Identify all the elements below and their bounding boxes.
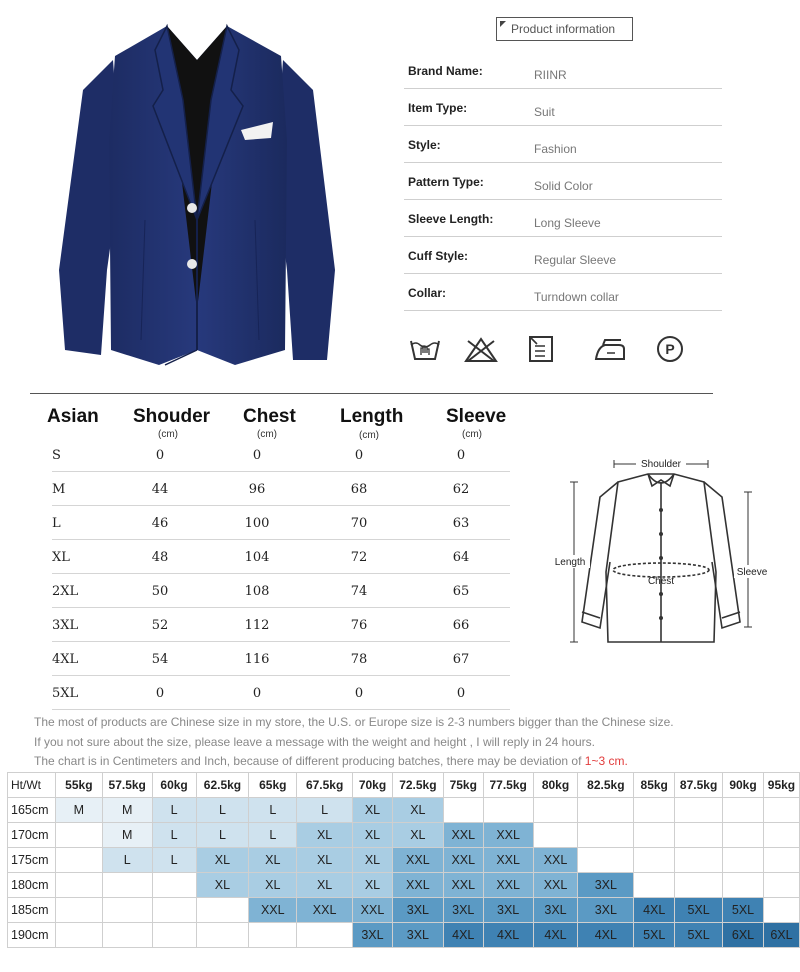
fit-cell: XXL (353, 898, 393, 923)
fit-cell: 4XL (443, 923, 483, 948)
section-divider (30, 393, 713, 394)
size-cell: 0 (456, 686, 466, 701)
fit-cell (675, 823, 723, 848)
fit-cell (578, 823, 634, 848)
height-label: 180cm (8, 873, 56, 898)
size-cell: 5XL (52, 686, 79, 701)
weight-header: 82.5kg (578, 773, 634, 798)
fit-cell (152, 923, 196, 948)
size-cell: 100 (244, 516, 270, 531)
fit-cell: 5XL (634, 923, 675, 948)
product-info-title: Product information (496, 17, 633, 41)
size-row (52, 472, 510, 506)
fit-cell: L (152, 798, 196, 823)
product-info-row (404, 89, 722, 126)
size-row (52, 676, 510, 710)
fit-cell: 3XL (392, 898, 443, 923)
fit-cell (675, 873, 723, 898)
fit-cell: 4XL (483, 923, 533, 948)
fit-cell: XXL (443, 873, 483, 898)
info-label: Collar: (408, 286, 447, 300)
fit-cell (55, 823, 102, 848)
fit-cell: XL (196, 873, 249, 898)
fit-cell: L (196, 823, 249, 848)
fit-cell (196, 923, 249, 948)
fit-cell (533, 823, 578, 848)
weight-header: 85kg (634, 773, 675, 798)
size-cell: 0 (354, 448, 364, 463)
fit-cell (763, 898, 799, 923)
info-value: Suit (534, 105, 555, 119)
col-header-asian: Asian (47, 406, 99, 427)
fit-cell: XXL (443, 823, 483, 848)
size-cell: 108 (244, 584, 270, 599)
fit-header-row (8, 773, 800, 798)
height-label: 170cm (8, 823, 56, 848)
product-info-row (404, 163, 722, 200)
size-cell: 70 (350, 516, 368, 531)
tumble-dry-icon (527, 335, 561, 363)
size-cell: 64 (452, 550, 470, 565)
fit-cell (152, 898, 196, 923)
fit-cell: XL (392, 798, 443, 823)
size-cell: 3XL (52, 618, 79, 633)
fit-cell (634, 873, 675, 898)
fit-cell: L (297, 798, 353, 823)
fit-cell: XL (249, 873, 297, 898)
fit-cell: 6XL (763, 923, 799, 948)
size-cell: 63 (452, 516, 470, 531)
weight-header: 75kg (443, 773, 483, 798)
product-info-row (404, 200, 722, 237)
size-cell: 76 (350, 618, 368, 633)
weight-header: 95kg (763, 773, 799, 798)
fit-cell (152, 873, 196, 898)
fit-cell (723, 873, 764, 898)
fit-cell: XXL (392, 848, 443, 873)
diagram-label-chest: Chest (647, 576, 675, 587)
fit-cell (763, 798, 799, 823)
fit-cell: M (102, 798, 152, 823)
fit-cell: XXL (392, 873, 443, 898)
fit-cell (102, 923, 152, 948)
fit-cell (55, 898, 102, 923)
size-cell: 4XL (52, 652, 79, 667)
size-cell: 116 (244, 652, 270, 667)
size-cell: 72 (350, 550, 368, 565)
fit-cell: L (152, 848, 196, 873)
size-cell: 54 (151, 652, 169, 667)
svg-text:P: P (665, 341, 675, 357)
fit-cell: 3XL (578, 873, 634, 898)
fit-cell: XL (353, 873, 393, 898)
size-cell: 0 (354, 686, 364, 701)
size-cell: 2XL (52, 584, 79, 599)
fit-cell (763, 873, 799, 898)
measurement-diagram (548, 452, 773, 657)
size-row (52, 574, 510, 608)
fit-cell: 6XL (723, 923, 764, 948)
fit-cell: M (55, 798, 102, 823)
fit-cell (55, 873, 102, 898)
do-not-bleach-icon (464, 335, 498, 363)
fit-cell: 3XL (353, 923, 393, 948)
fit-cell: 5XL (723, 898, 764, 923)
fit-cell: XXL (443, 848, 483, 873)
size-row (52, 506, 510, 540)
fit-cell (675, 798, 723, 823)
size-cell: 112 (244, 618, 270, 633)
size-cell: S (52, 448, 61, 463)
diagram-label-sleeve: Sleeve (736, 567, 768, 578)
fit-cell: 3XL (392, 923, 443, 948)
iron-icon (593, 335, 627, 363)
weight-header: 87.5kg (675, 773, 723, 798)
size-cell: 67 (452, 652, 470, 667)
fit-cell (578, 848, 634, 873)
col-header-chest: Chest (243, 406, 296, 427)
fit-cell: 4XL (533, 923, 578, 948)
fit-cell: 3XL (533, 898, 578, 923)
fit-cell (634, 823, 675, 848)
size-cell: 104 (244, 550, 270, 565)
fit-cell: L (196, 798, 249, 823)
weight-header: 62.5kg (196, 773, 249, 798)
size-row (52, 608, 510, 642)
fit-cell: 3XL (578, 898, 634, 923)
fit-cell: M (102, 823, 152, 848)
size-cell: 78 (350, 652, 368, 667)
size-cell: 0 (155, 686, 165, 701)
fit-cell: XL (353, 823, 393, 848)
fit-cell: 5XL (675, 898, 723, 923)
size-cell: L (52, 516, 61, 531)
fit-cell (196, 898, 249, 923)
fit-cell: L (102, 848, 152, 873)
height-label: 190cm (8, 923, 56, 948)
fit-cell: 5XL (675, 923, 723, 948)
fit-cell (763, 848, 799, 873)
size-notes (34, 713, 674, 772)
info-label: Brand Name: (408, 64, 483, 78)
fit-cell: 3XL (443, 898, 483, 923)
unit-label: (cm) (158, 429, 178, 440)
diagram-label-shoulder: Shoulder (640, 459, 682, 470)
weight-header: 80kg (533, 773, 578, 798)
fit-cell: XL (353, 848, 393, 873)
fit-cell: L (249, 823, 297, 848)
col-header-length: Length (340, 406, 404, 427)
info-value: Long Sleeve (534, 216, 601, 230)
size-cell: 66 (452, 618, 470, 633)
info-label: Sleeve Length: (408, 212, 494, 226)
product-info-row (404, 237, 722, 274)
fit-row (8, 798, 800, 823)
fit-cell: L (249, 798, 297, 823)
fit-cell (578, 798, 634, 823)
size-cell: 74 (350, 584, 368, 599)
info-value: RIINR (534, 68, 567, 82)
fit-cell: XL (297, 873, 353, 898)
fit-cell (102, 873, 152, 898)
corner-marker-icon (500, 21, 506, 27)
size-cell: 0 (155, 448, 165, 463)
jacket-image (55, 20, 340, 372)
note-line: If you not sure about the size, please leave a message with the weight and height , I will reply in 24 hours. (34, 734, 595, 749)
height-label: 185cm (8, 898, 56, 923)
fit-cell: XL (196, 848, 249, 873)
fit-cell (723, 848, 764, 873)
fit-cell (443, 798, 483, 823)
fit-cell: XL (297, 848, 353, 873)
fit-cell: XXL (483, 848, 533, 873)
fit-cell: XXL (249, 898, 297, 923)
fit-chart (7, 772, 800, 948)
size-row (52, 438, 510, 472)
deviation-value: 1~3 cm. (584, 754, 628, 768)
weight-header: 67.5kg (297, 773, 353, 798)
fit-row (8, 923, 800, 948)
weight-header: 60kg (152, 773, 196, 798)
size-cell: 48 (151, 550, 169, 565)
fit-cell (102, 898, 152, 923)
hand-wash-icon (408, 335, 442, 363)
fit-cell: XXL (483, 823, 533, 848)
size-cell: 65 (452, 584, 470, 599)
fit-cell (297, 923, 353, 948)
fit-cell: XL (249, 848, 297, 873)
weight-header: 65kg (249, 773, 297, 798)
col-header-sleeve: Sleeve (446, 406, 507, 427)
fit-cell (675, 848, 723, 873)
size-cell: 44 (151, 482, 169, 497)
fit-cell: XXL (297, 898, 353, 923)
fit-cell: 4XL (634, 898, 675, 923)
size-row (52, 642, 510, 676)
weight-header: 70kg (353, 773, 393, 798)
size-cell: 46 (151, 516, 169, 531)
product-info-row (404, 52, 722, 89)
fit-row (8, 823, 800, 848)
fit-cell (249, 923, 297, 948)
size-cell: M (52, 482, 66, 497)
info-label: Item Type: (408, 101, 468, 115)
fit-cell: XL (392, 823, 443, 848)
product-info-row (404, 126, 722, 163)
size-cell: 0 (456, 448, 466, 463)
info-label: Style: (408, 138, 441, 152)
fit-cell (55, 848, 102, 873)
dry-clean-icon (653, 335, 687, 363)
weight-header: 77.5kg (483, 773, 533, 798)
fit-cell: L (152, 823, 196, 848)
info-value: Solid Color (534, 179, 593, 193)
weight-header: 57.5kg (102, 773, 152, 798)
fit-cell (533, 798, 578, 823)
size-cell: 68 (350, 482, 368, 497)
size-cell: XL (52, 550, 70, 565)
size-cell: 0 (252, 686, 262, 701)
size-cell: 50 (151, 584, 169, 599)
note-line: The most of products are Chinese size in my store, the U.S. or Europe size is 2-3 numbers bigger than the Chinese size. (34, 715, 674, 729)
unit-label: (cm) (462, 429, 482, 440)
height-label: 175cm (8, 848, 56, 873)
note-line: The chart is in Centimeters and Inch, because of different producing batches, there may be deviation of 1~3 cm. (34, 754, 628, 768)
info-value: Turndown collar (534, 290, 619, 304)
fit-cell: XXL (533, 848, 578, 873)
size-cell: 62 (452, 482, 470, 497)
unit-label: (cm) (359, 430, 379, 441)
fit-cell: XL (297, 823, 353, 848)
fit-cell (483, 798, 533, 823)
weight-header: 90kg (723, 773, 764, 798)
fit-cell (763, 823, 799, 848)
fit-cell: 3XL (483, 898, 533, 923)
col-header-shoulder: Shouder (133, 406, 211, 427)
fit-cell: XXL (483, 873, 533, 898)
fit-cell (634, 798, 675, 823)
height-label: 165cm (8, 798, 56, 823)
fit-row (8, 873, 800, 898)
fit-row (8, 898, 800, 923)
info-label: Pattern Type: (408, 175, 484, 189)
fit-row (8, 848, 800, 873)
fit-cell (55, 923, 102, 948)
weight-header: 55kg (55, 773, 102, 798)
diagram-label-length: Length (554, 557, 586, 568)
unit-label: (cm) (257, 429, 277, 440)
info-value: Fashion (534, 142, 577, 156)
product-info-row (404, 274, 722, 311)
weight-header: 72.5kg (392, 773, 443, 798)
product-info-list (404, 52, 722, 311)
info-label: Cuff Style: (408, 249, 468, 263)
size-cell: 52 (151, 618, 169, 633)
info-value: Regular Sleeve (534, 253, 617, 267)
fit-cell (723, 823, 764, 848)
size-cell: 0 (252, 448, 262, 463)
fit-corner-label: Ht/Wt (8, 773, 56, 798)
fit-cell (723, 798, 764, 823)
fit-cell: 4XL (578, 923, 634, 948)
fit-cell: XXL (533, 873, 578, 898)
fit-cell (634, 848, 675, 873)
size-row (52, 540, 510, 574)
size-cell: 96 (248, 482, 266, 497)
fit-cell: XL (353, 798, 393, 823)
